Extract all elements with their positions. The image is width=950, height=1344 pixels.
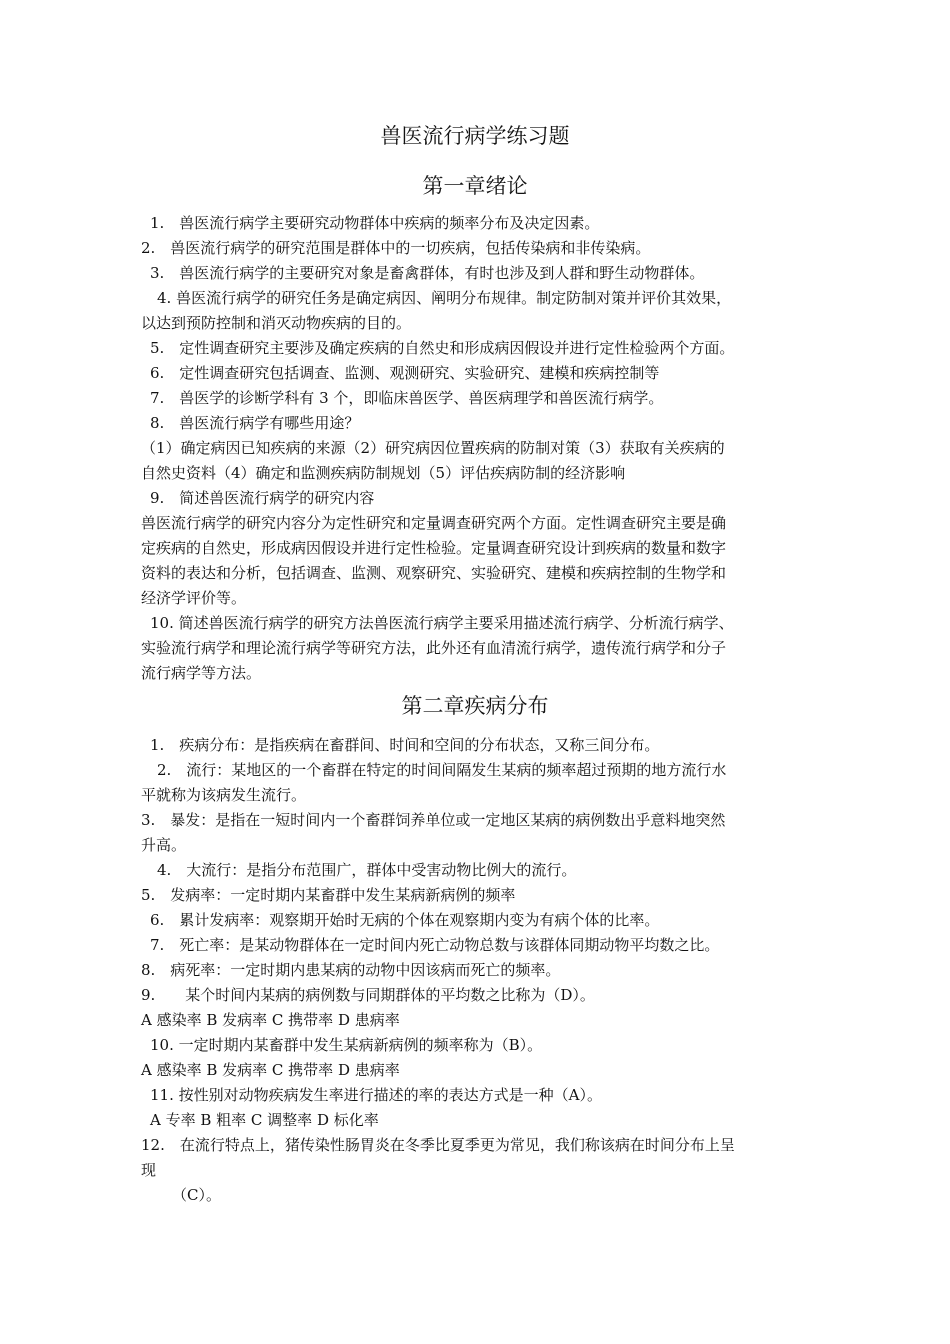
chapter-2-heading: 第二章疾病分布: [401, 694, 549, 718]
ch1-item-3: 3. 兽医流行病学的主要研究对象是畜禽群体，有时也涉及到人群和野生动物群体。: [150, 264, 705, 282]
ch1-item-8: 8. 兽医流行病学有哪些用途？: [150, 414, 360, 432]
ch1-item-10: 10. 简述兽医流行病学的研究方法兽医流行病学主要采用描述流行病学、分析流行病学、: [150, 614, 734, 632]
ch1-item-8-answer: （1）确定病因已知疾病的来源（2）研究病因位置疾病的防制对策（3）获取有关疾病的: [141, 439, 725, 457]
ch1-item-9-answer: 兽医流行病学的研究内容分为定性研究和定量调查研究两个方面。定性调查研究主要是确: [141, 514, 727, 532]
ch1-item-7: 7. 兽医学的诊断学科有 3 个，即临床兽医学、兽医病理学和兽医流行病学。: [150, 389, 664, 407]
ch1-item-4: 4. 兽医流行病学的研究任务是确定病因、阐明分布规律。制定防制对策并评价其效果，: [157, 289, 732, 307]
ch2-item-9-options: A 感染率 B 发病率 C 携带率 D 患病率: [141, 1011, 400, 1029]
ch1-item-9-answer-cont: 资料的表达和分析，包括调查、监测、观察研究、实验研究、建模和疾病控制的生物学和: [141, 564, 727, 582]
ch2-item-11-options: A 专率 B 粗率 C 调整率 D 标化率: [150, 1111, 379, 1129]
ch2-item-1: 1. 疾病分布：是指疾病在畜群间、时间和空间的分布状态，又称三间分布。: [150, 736, 660, 754]
chapter-1-heading: 第一章绪论: [422, 174, 528, 198]
ch2-item-8: 8. 病死率：一定时期内患某病的动物中因该病而死亡的频率。: [141, 961, 561, 979]
ch2-item-12-cont: 现: [141, 1161, 157, 1179]
ch2-item-9: 9. 某个时间内某病的病例数与同期群体的平均数之比称为（D）。: [141, 986, 595, 1004]
ch2-item-7: 7. 死亡率：是某动物群体在一定时间内死亡动物总数与该群体同期动物平均数之比。: [150, 936, 720, 954]
ch2-item-10-options: A 感染率 B 发病率 C 携带率 D 患病率: [141, 1061, 400, 1079]
ch1-item-8-answer-cont: 自然史资料（4）确定和监测疾病防制规划（5）评估疾病防制的经济影响: [141, 464, 626, 482]
ch1-item-2: 2. 兽医流行病学的研究范围是群体中的一切疾病，包括传染病和非传染病。: [141, 239, 651, 257]
ch2-item-12: 12. 在流行特点上，猪传染性肠胃炎在冬季比夏季更为常见，我们称该病在时间分布上呈: [141, 1136, 735, 1154]
ch1-item-5: 5. 定性调查研究主要涉及确定疾病的自然史和形成病因假设并进行定性检验两个方面。: [150, 339, 735, 357]
ch2-item-6: 6. 累计发病率：观察期开始时无病的个体在观察期内变为有病个体的比率。: [150, 911, 660, 929]
ch1-item-4-cont: 以达到预防控制和消灭动物疾病的目的。: [141, 314, 412, 332]
ch2-item-5: 5. 发病率：一定时期内某畜群中发生某病新病例的频率: [141, 886, 516, 904]
ch2-item-4: 4. 大流行：是指分布范围广，群体中受害动物比例大的流行。: [157, 861, 577, 879]
ch1-item-10-cont: 实验流行病学和理论流行病学等研究方法，此外还有血清流行病学，遗传流行病学和分子: [141, 639, 727, 657]
ch2-item-2: 2. 流行：某地区的一个畜群在特定的时间间隔发生某病的频率超过预期的地方流行水: [157, 761, 727, 779]
ch2-item-2-cont: 平就称为该病发生流行。: [141, 786, 307, 804]
ch1-item-10-cont: 流行病学等方法。: [141, 664, 262, 682]
ch1-item-6: 6. 定性调查研究包括调查、监测、观测研究、实验研究、建模和疾病控制等: [150, 364, 660, 382]
ch1-item-9-answer-cont: 定疾病的自然史，形成病因假设并进行定性检验。定量调查研究设计到疾病的数量和数字: [141, 539, 727, 557]
ch2-item-3: 3. 暴发：是指在一短时间内一个畜群饲养单位或一定地区某病的病例数出乎意料地突然: [141, 811, 726, 829]
ch2-item-12-answer: （C）。: [172, 1186, 221, 1204]
ch1-item-9: 9. 简述兽医流行病学的研究内容: [150, 489, 375, 507]
ch1-item-9-answer-cont: 经济学评价等。: [141, 589, 247, 607]
document-title: 兽医流行病学练习题: [380, 124, 570, 148]
ch2-item-3-cont: 升高。: [141, 836, 187, 854]
ch1-item-1: 1. 兽医流行病学主要研究动物群体中疾病的频率分布及决定因素。: [150, 214, 600, 232]
ch2-item-11: 11. 按性别对动物疾病发生率进行描述的率的表达方式是一种（A）。: [150, 1086, 602, 1104]
ch2-item-10: 10. 一定时期内某畜群中发生某病新病例的频率称为（B）。: [150, 1036, 543, 1054]
